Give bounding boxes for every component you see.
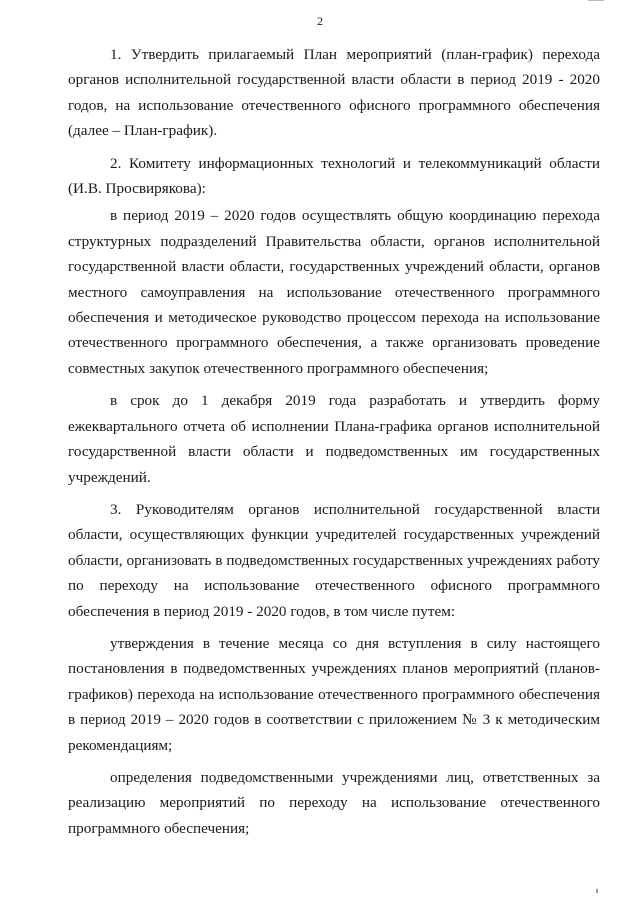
paragraph-1: 1. Утвердить прилагаемый План мероприятий (план-график) перехода органов исполнительной государственной власти области в период 2019 - 2020 годов, на использование отечественного офисного программного обеспечения (далее – План-график).	[68, 46, 600, 140]
paragraph-2-item-1: в период 2019 – 2020 годов осуществлять общую координацию перехода структурных подразделений Правительства области, органов исполнительной государственной власти области, государственных учреждений области, органов местного самоуправления на использование отечественного программного обеспечения и методическое руководство процессом перехода на использование отечественного программного обеспечения, а также организовать проведение совместных закупок отечественного программного обеспечения;	[68, 207, 600, 377]
paragraph-2: 2. Комитету информационных технологий и телекоммуникаций области (И.В. Просвирякова):	[68, 154, 600, 198]
scan-corner-mark	[588, 0, 604, 1]
paragraph-2-item-2: в срок до 1 декабря 2019 года разработать и утвердить форму ежеквартального отчета об исполнении Плана-графика органов исполнительной государственной власти области и подведомственных им государственных учреждений.	[68, 392, 600, 486]
scan-dot-mark	[596, 889, 598, 893]
paragraph-3-item-1: утверждения в течение месяца со дня вступления в силу настоящего постановления в подведомственных учреждениях планов мероприятий (планов-графиков) перехода на использование отечественного программного обеспечения в период 2019 – 2020 годов в соответствии с приложением № 3 к методическим рекомендациям;	[68, 634, 600, 754]
paragraph-3-item-2: определения подведомственными учреждениями лиц, ответственных за реализацию мероприятий по переходу на использование отечественного программного обеспечения;	[68, 768, 600, 837]
page-number: 2	[317, 14, 323, 28]
document-body	[68, 42, 600, 848]
paragraph-3: 3. Руководителям органов исполнительной государственной власти области, осуществляющих функции учредителей государственных учреждений области, организовать в подведомственных государственных учреждениях работу по переходу на использование отечественного офисного программного обеспечения в период 2019 - 2020 годов, в том числе путем:	[68, 500, 600, 620]
